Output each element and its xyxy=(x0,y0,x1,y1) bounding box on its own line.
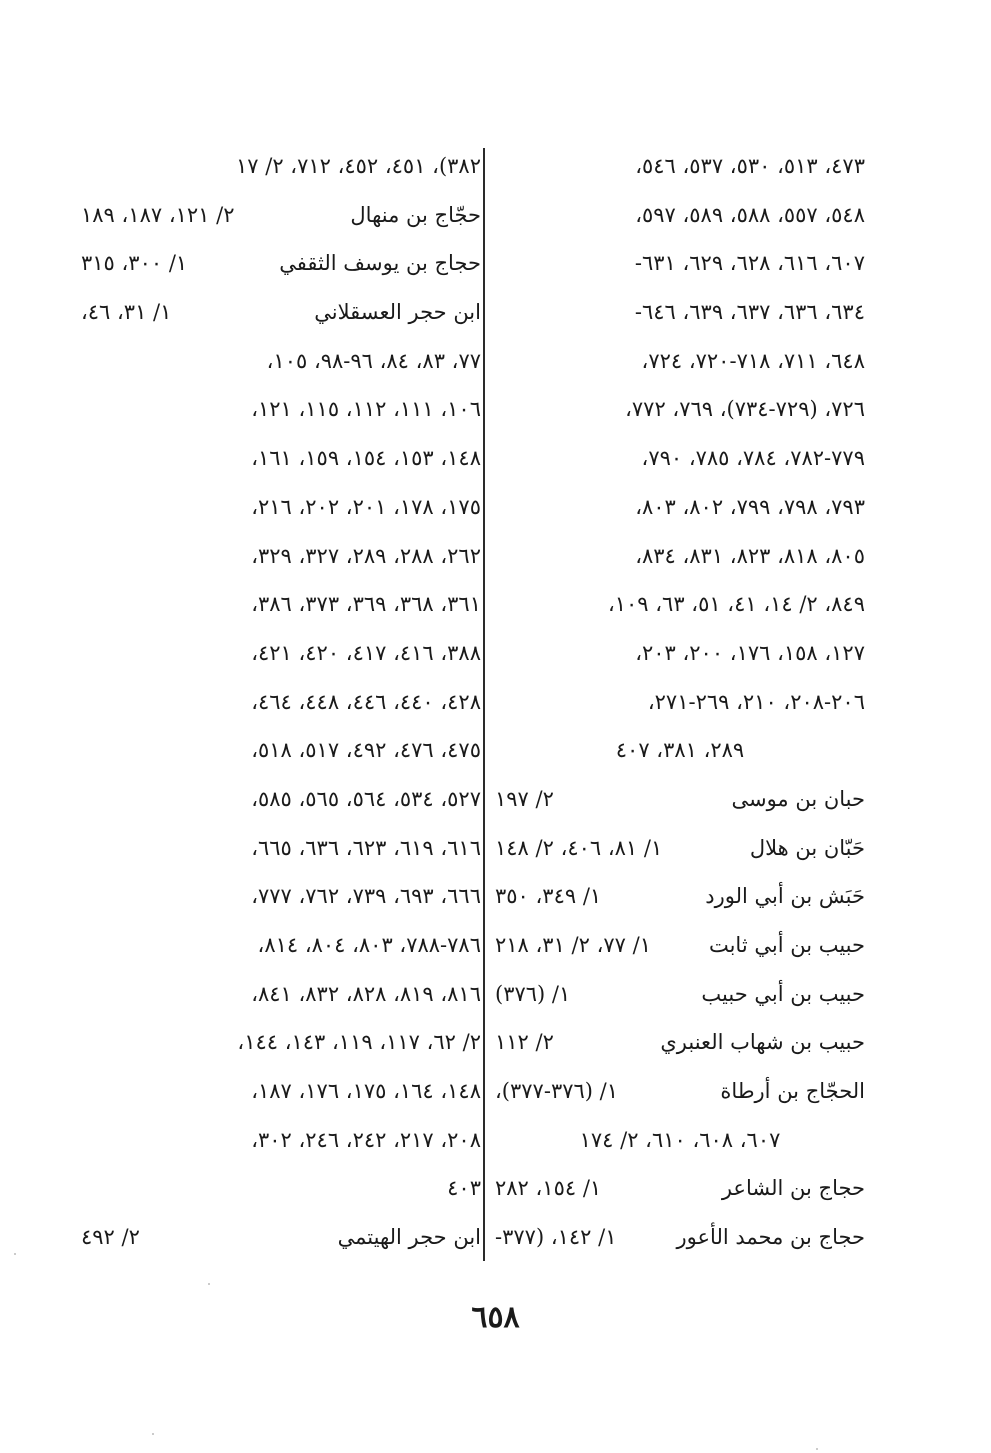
entry-refs: ١/ ٧٧، ٢/ ٣١، ٢١٨ xyxy=(495,933,651,957)
continuation-line: ٦٠٧، ٦٠٨، ٦١٠، ٢/ ١٧٤ xyxy=(579,1127,781,1152)
entry-refs: ١/ (٣٧٦) xyxy=(495,981,571,1006)
entry-refs: ١/ ١٥٤، ٢٨٢ xyxy=(495,1176,602,1201)
index-entry xyxy=(495,1018,865,1067)
continuation-line: ٤٢٨، ٤٤٠، ٤٤٦، ٤٤٨، ٤٦٤، xyxy=(251,689,481,714)
continuation-line: ٢٠٨، ٢١٧، ٢٤٢، ٢٤٦، ٣٠٢، xyxy=(251,1127,481,1152)
index-entry xyxy=(81,239,481,288)
entry-refs: ٢/ ٤٩٢ xyxy=(81,1225,140,1250)
continuation-line: ٨٠٥، ٨١٨، ٨٢٣، ٨٣١، ٨٣٤، xyxy=(635,543,865,568)
index-column-left xyxy=(81,142,481,1262)
index-entry xyxy=(495,1213,865,1262)
continuation-line: ٧٧٩-٧٨٢، ٧٨٤، ٧٨٥، ٧٩٠، xyxy=(641,446,865,471)
index-entry xyxy=(81,288,481,337)
entry-name: حبان بن موسى xyxy=(731,786,865,811)
entry-refs: ١/ ٣٠٠، ٣١٥ xyxy=(81,251,188,276)
continuation-line: ١٢٧، ١٥٨، ١٧٦، ٢٠٠، ٢٠٣، xyxy=(635,640,865,665)
entry-name: حجاج بن يوسف الثقفي xyxy=(279,251,481,276)
continuation-line: ٦٠٧، ٦١٦، ٦٢٨، ٦٢٩، ٦٣١- xyxy=(634,251,865,276)
index-entry xyxy=(495,1164,865,1213)
entry-refs: ٢/ ١١٢ xyxy=(495,1030,554,1055)
scan-speck xyxy=(14,1253,16,1255)
continuation-line: ٨١٦، ٨١٩، ٨٢٨، ٨٣٢، ٨٤١، xyxy=(251,981,481,1006)
entry-name: حجاج بن محمد الأعور xyxy=(676,1225,865,1250)
index-entry xyxy=(495,872,865,921)
continuation-line: ٢٦٢، ٢٨٨، ٢٨٩، ٣٢٧، ٣٢٩، xyxy=(251,543,481,568)
continuation-line: ٤٧٣، ٥١٣، ٥٣٠، ٥٣٧، ٥٤٦، xyxy=(635,154,865,178)
index-entry xyxy=(495,775,865,824)
continuation-line: ٧٨٦-٧٨٨، ٨٠٣، ٨٠٤، ٨١٤، xyxy=(257,933,481,957)
index-entry xyxy=(495,970,865,1019)
entry-refs: ٢/ ١٢١، ١٨٧، ١٨٩ xyxy=(81,202,235,227)
entry-refs: ١/ (٣٧٦-٣٧٧)، xyxy=(495,1079,619,1104)
entry-name: حبيب بن أبي حبيب xyxy=(701,981,865,1006)
continuation-line: ٧٧، ٨٣، ٨٤، ٩٦-٩٨، ١٠٥، xyxy=(266,348,481,373)
continuation-line: ٤٠٣ xyxy=(447,1176,481,1201)
entry-name: الحجّاج بن أرطاة xyxy=(720,1079,865,1104)
entry-refs: ١/ ٨١، ٤٠٦، ٢/ ١٤٨ xyxy=(495,835,663,860)
continuation-line: ٦٣٤، ٦٣٦، ٦٣٧، ٦٣٩، ٦٤٦- xyxy=(634,300,865,325)
continuation-line: ٦٤٨، ٧١١، ٧١٨-٧٢٠، ٧٢٤، xyxy=(641,348,865,373)
entry-name: ابن حجر الهيتمي xyxy=(337,1225,481,1250)
scan-speck xyxy=(208,1283,210,1285)
continuation-line: ٣٦١، ٣٦٨، ٣٦٩، ٣٧٣، ٣٨٦، xyxy=(251,592,481,617)
entry-name: حبيب بن شهاب العنبري xyxy=(660,1030,865,1055)
index-entry xyxy=(495,1067,865,1116)
continuation-line: ١٤٨، ١٦٤، ١٧٥، ١٧٦، ١٨٧، xyxy=(251,1079,481,1104)
continuation-line: ٣٨٢)، ٤٥١، ٤٥٢، ٧١٢، ٢/ ١٧ xyxy=(236,154,481,178)
continuation-line: ٦١٦، ٦١٩، ٦٢٣، ٦٣٦، ٦٦٥، xyxy=(251,835,481,860)
page-number: ٦٥٨ xyxy=(471,1300,520,1335)
entry-refs: ١/ ١٤٢، (٣٧٧- xyxy=(495,1225,617,1250)
entry-name: ابن حجر العسقلاني xyxy=(314,300,481,325)
entry-name: حَبّان بن هلال xyxy=(749,835,865,860)
scan-speck xyxy=(816,1448,818,1450)
column-divider xyxy=(483,148,485,1261)
index-column-right xyxy=(495,142,865,1262)
entry-name: حبيب بن أبي ثابت xyxy=(708,933,865,957)
index-entry xyxy=(495,824,865,873)
entry-name: حجّاج بن منهال xyxy=(350,202,481,227)
continuation-line: ٢/ ٦٢، ١١٧، ١١٩، ١٤٣، ١٤٤، xyxy=(237,1030,481,1055)
continuation-line: ٥٤٨، ٥٥٧، ٥٨٨، ٥٨٩، ٥٩٧، xyxy=(635,202,865,227)
entry-name: حجاج بن الشاعر xyxy=(721,1176,865,1201)
entry-name: حَبَش بن أبي الورد xyxy=(705,884,865,909)
continuation-line: ١٤٨، ١٥٣، ١٥٤، ١٥٩، ١٦١، xyxy=(251,446,481,471)
continuation-line: ٧٩٣، ٧٩٨، ٧٩٩، ٨٠٢، ٨٠٣، xyxy=(635,494,865,519)
continuation-line: ٦٦٦، ٦٩٣، ٧٣٩، ٧٦٢، ٧٧٧، xyxy=(251,884,481,909)
continuation-line: ٥٢٧، ٥٣٤، ٥٦٤، ٥٦٥، ٥٨٥، xyxy=(251,786,481,811)
scan-speck xyxy=(152,1433,154,1435)
entry-refs: ١/ ٣٤٩، ٣٥٠ xyxy=(495,884,602,909)
index-entry xyxy=(495,921,865,970)
index-entry xyxy=(81,1213,481,1262)
continuation-line: ٢٠٦-٢٠٨، ٢١٠، ٢٦٩-٢٧١، xyxy=(647,689,865,714)
continuation-line: ١٠٦، ١١١، ١١٢، ١١٥، ١٢١، xyxy=(251,397,481,422)
continuation-line: ٤٧٥، ٤٧٦، ٤٩٢، ٥١٧، ٥١٨، xyxy=(251,738,481,763)
continuation-line: ٢٨٩، ٣٨١، ٤٠٧ xyxy=(615,738,745,763)
continuation-line: ٣٨٨، ٤١٦، ٤١٧، ٤٢٠، ٤٢١، xyxy=(251,640,481,665)
entry-refs: ٢/ ١٩٧ xyxy=(495,786,554,811)
continuation-line: ٨٤٩، ٢/ ١٤، ٤١، ٥١، ٦٣، ١٠٩، xyxy=(607,592,865,617)
entry-refs: ١/ ٣١، ٤٦، xyxy=(81,300,172,325)
index-entry xyxy=(81,191,481,240)
continuation-line: ١٧٥، ١٧٨، ٢٠١، ٢٠٢، ٢١٦، xyxy=(251,494,481,519)
continuation-line: ٧٢٦، (٧٢٩-٧٣٤)، ٧٦٩، ٧٧٢، xyxy=(625,397,865,422)
